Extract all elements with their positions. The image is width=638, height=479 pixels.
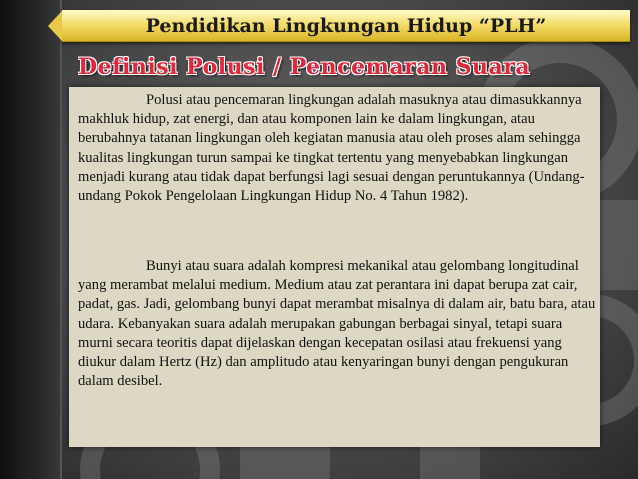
header-banner bbox=[62, 10, 630, 42]
left-sidebar-bar bbox=[0, 0, 62, 479]
section-title: Definisi Polusi / Pencemaran Suara bbox=[78, 54, 531, 80]
header-title: Pendidikan Lingkungan Hidup “PLH” bbox=[145, 15, 547, 37]
paragraph-sound-definition: Bunyi atau suara adalah kompresi mekanikal atau gelombang longitudinal yang merambat melalui medium. Medium atau zat perantara ini dapat berupa zat cair, padat, gas. Jadi, gelombang bunyi dapat merambat misalnya di dalam air, batu bara, atau udara. Kebanyakan suara adalah merupakan gabungan berbagai sinyal, tetapi suara murni secara teoritis dapat dijelaskan dengan kecepatan osilasi atau frekuensi yang diukur dalam Hertz (Hz) dan amplitudo atau kenyaringan bunyi dengan pengukuran dalam desibel. bbox=[78, 258, 596, 390]
paragraph-pollution-definition: Polusi atau pencemaran lingkungan adalah masuknya atau dimasukkannya makhluk hidup, zat energi, dan atau komponen lain ke dalam lingkungan, atau berubahnya tatanan lingkungan oleh kegiatan manusia atau oleh proses alam sehingga kualitas lingkungan turun sampai ke tingkat tertentu yang menyebabkan lingkungan menjadi kurang atau tidak dapat berfungsi lagi sesuai dengan peruntukannya (Undang-undang Pokok Pengelolaan Lingkungan Hidup No. 4 Tahun 1982). bbox=[78, 92, 585, 205]
